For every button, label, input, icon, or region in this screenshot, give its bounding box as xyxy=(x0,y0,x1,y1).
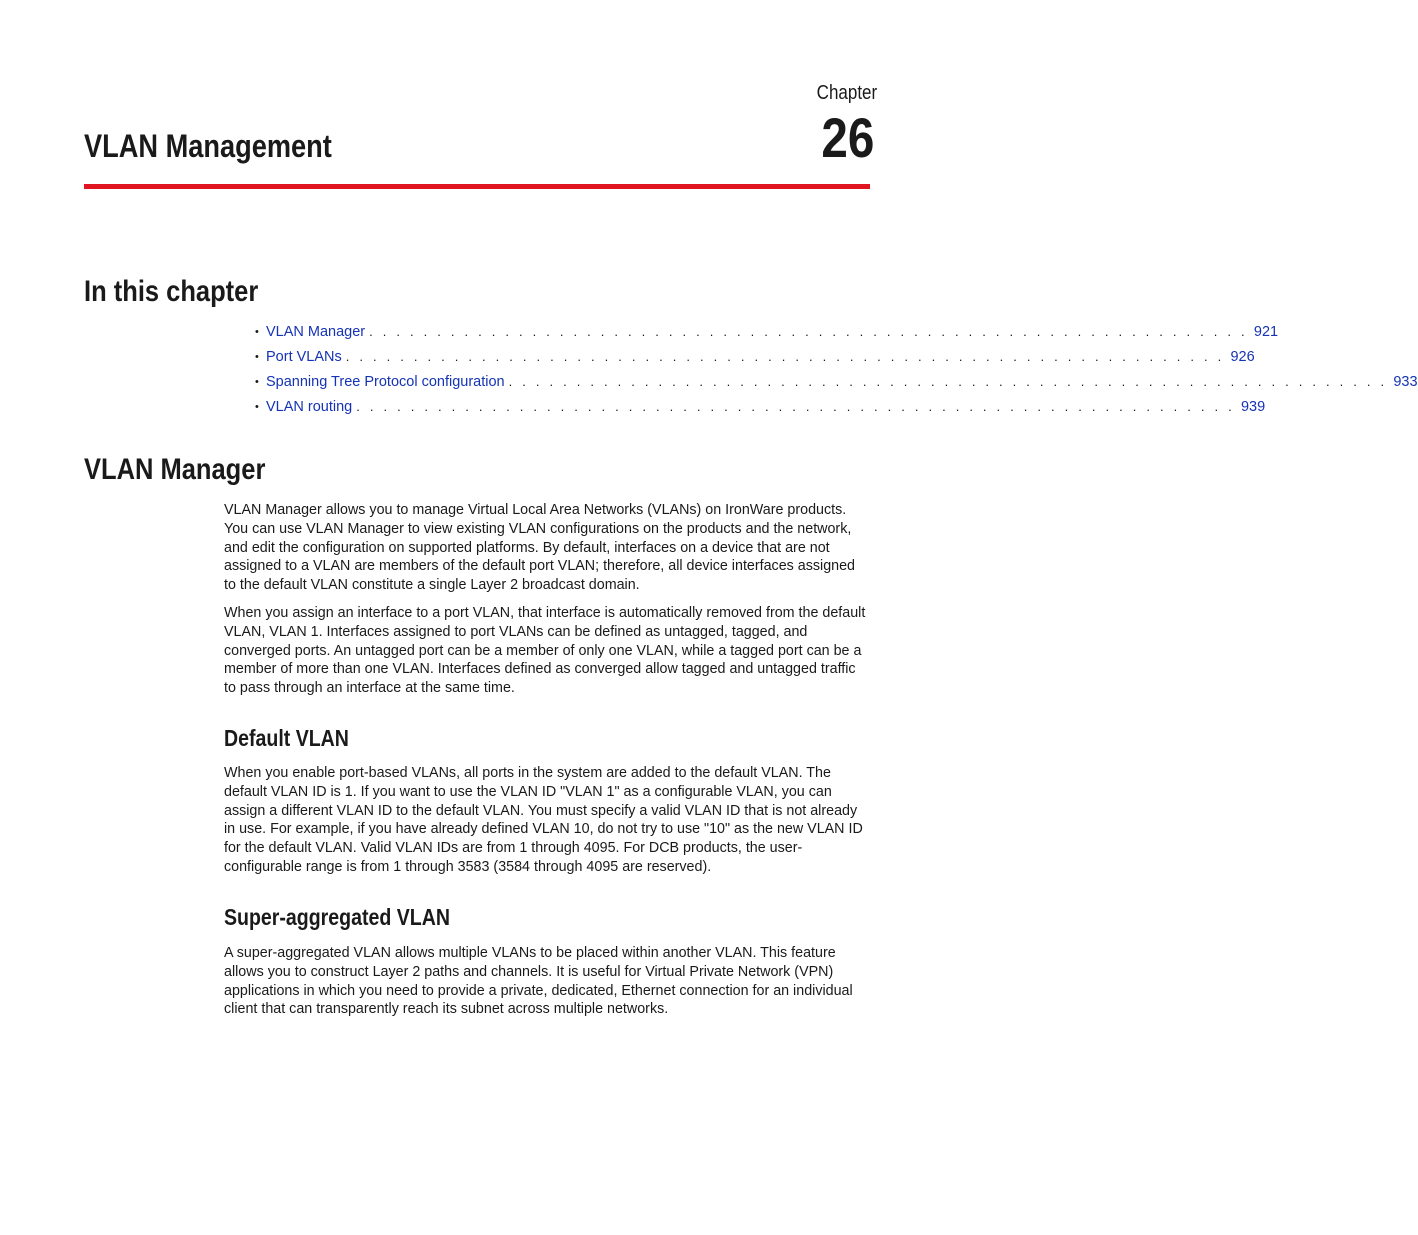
toc-page-link[interactable]: 939 xyxy=(1240,399,1266,415)
chapter-number: 26 xyxy=(821,106,874,169)
toc-page-link[interactable]: 933 xyxy=(1393,374,1418,390)
default-vlan-heading: Default VLAN xyxy=(224,725,349,751)
toc-item xyxy=(255,372,1418,397)
toc-leader-dots: . . . . . . . . . . . . . . . . . . . . . . . . . . . . . . . . . . . . . . . . . . . . . . . . . . . . . . . . . . . . . . . . . xyxy=(369,324,1248,339)
toc-link-vlan-routing[interactable]: VLAN routing xyxy=(266,399,353,415)
bullet-icon: • xyxy=(255,401,259,413)
toc-link-vlan-manager[interactable]: VLAN Manager xyxy=(266,324,366,340)
chapter-title-rule xyxy=(84,184,870,189)
toc-page-link[interactable]: 926 xyxy=(1230,349,1255,365)
super-aggregated-vlan-heading: Super-aggregated VLAN xyxy=(224,904,450,930)
vlan-manager-heading: VLAN Manager xyxy=(84,453,266,486)
toc-leader-dots: . . . . . . . . . . . . . . . . . . . . . . . . . . . . . . . . . . . . . . . . . . . . . . . . . . . . . . . . . . . . . . . . . xyxy=(345,349,1225,364)
bullet-icon: • xyxy=(255,376,259,388)
toc-item xyxy=(255,322,1279,347)
chapter-title: VLAN Management xyxy=(84,128,332,164)
toc-link-port-vlans[interactable]: Port VLANs xyxy=(266,349,342,365)
toc-leader-dots: . . . . . . . . . . . . . . . . . . . . . . . . . . . . . . . . . . . . . . . . . . . . . . . . . . . . . . . . . . . . . . . . . xyxy=(356,399,1235,414)
bullet-icon: • xyxy=(255,351,259,363)
bullet-icon: • xyxy=(255,326,259,338)
vlan-manager-paragraph-1: VLAN Manager allows you to manage Virtual Local Area Networks (VLANs) on IronWare products. You can use VLAN Manager to view existing VLAN configurations on the products and the network, and edit the configuration on supported platforms. By default, interfaces on a device that are not assigned to a VLAN are members of the default port VLAN; therefore, all device interfaces assigned to the default VLAN constitute a single Layer 2 broadcast domain. xyxy=(224,502,855,594)
super-aggregated-vlan-paragraph: A super-aggregated VLAN allows multiple VLANs to be placed within another VLAN. This feature allows you to construct Layer 2 paths and channels. It is useful for Virtual Private Network (VPN) applications in which you need to provide a private, dedicated, Ethernet connection for an individual client that can transparently reach its subnet across multiple networks. xyxy=(224,945,853,1018)
in-this-chapter-heading: In this chapter xyxy=(84,275,259,308)
vlan-manager-paragraph-2: When you assign an interface to a port VLAN, that interface is automatically removed from the default VLAN, VLAN 1. Interfaces assigned to port VLANs can be defined as untagged, tagged, and converged ports. An untagged port can be a member of only one VLAN, while a tagged port can be a member of more than one VLAN. Interfaces defined as converged allow tagged and untagged traffic to pass through an interface at the same time. xyxy=(224,605,866,697)
toc-item xyxy=(255,347,1255,372)
toc-leader-dots: . . . . . . . . . . . . . . . . . . . . . . . . . . . . . . . . . . . . . . . . . . . . . . . . . . . . . . . . . . . . . . . . . xyxy=(508,374,1388,389)
toc-link-spanning-tree[interactable]: Spanning Tree Protocol configuration xyxy=(266,374,505,390)
toc-item xyxy=(255,397,1266,422)
chapter-label: Chapter xyxy=(816,82,877,104)
toc-page-link[interactable]: 921 xyxy=(1253,324,1279,340)
default-vlan-paragraph: When you enable port-based VLANs, all ports in the system are added to the default VLAN. The default VLAN ID is 1. If you want to use the VLAN ID "VLAN 1" as a configurable VLAN, you can assign a different VLAN ID to the default VLAN. You must specify a valid VLAN ID that is not already in use. For example, if you have already defined VLAN 10, do not try to use "10" as the new VLAN ID for the default VLAN. Valid VLAN IDs are from 1 through 4095. For DCB products, the user-configurable range is from 1 through 3583 (3584 through 4095 are reserved). xyxy=(224,765,863,875)
chapter-toc xyxy=(255,322,1418,422)
